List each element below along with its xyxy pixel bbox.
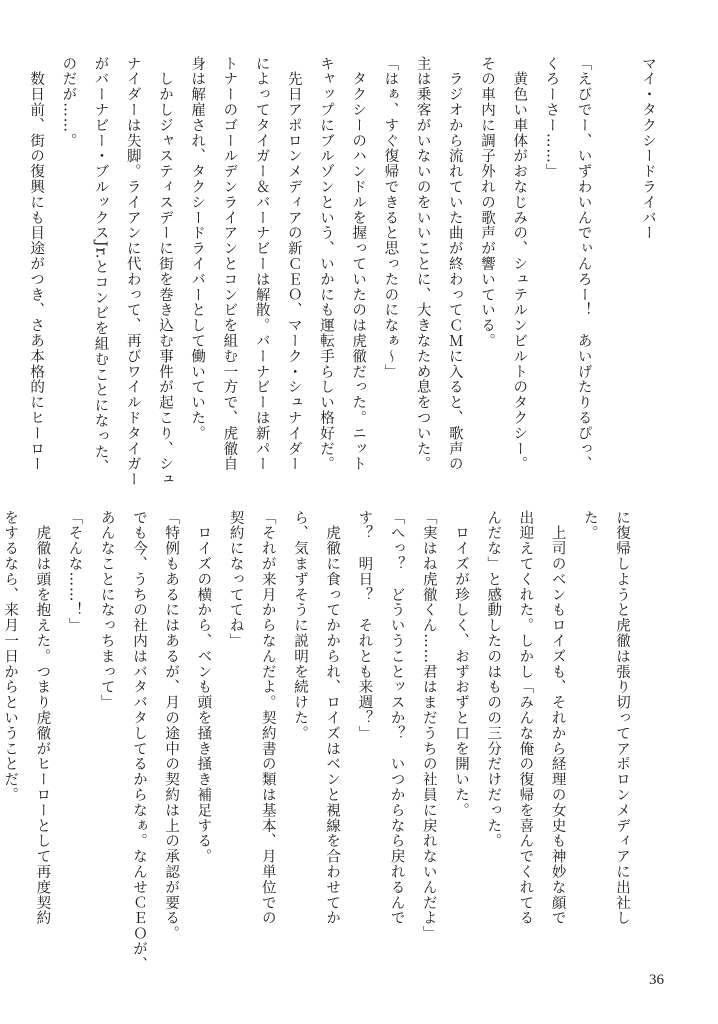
text-line: 虎徹は頭を抱えた。つまり虎徹がヒーローとして再度契約 <box>34 510 51 926</box>
text-line: す？ 明日？ それとも来週？」 <box>356 510 373 741</box>
text-line: 身は解雇され、タクシードライバーとして働いていた。 <box>189 56 206 441</box>
text-line: キャップにブルゾンという、いかにも運転手らしい格好だ。 <box>317 56 334 472</box>
text-line: 「はぁ、すぐ復帰できると思ったのになぁ～」 <box>382 56 399 380</box>
text-line: ロイズが珍しく、おずおずと口を開いた。 <box>452 510 469 818</box>
text-line: がバーナビー・ブルックスJr.とコンビを組むことになった、 <box>92 56 109 475</box>
text-line: その車内に調子外れの歌声が響いている。 <box>478 56 495 349</box>
page-number: 36 <box>649 972 664 988</box>
text-line: 「そんな……！」 <box>66 510 83 634</box>
text-line: 「それが来月からなんだよ。契約書の類は基本、月単位での <box>259 510 276 926</box>
text-line: 「へっ？ どういうことッスか？ いつからなら戻れるんで <box>388 510 405 926</box>
text-line: 契約になっててね」 <box>227 510 244 649</box>
text-line: のだが……。 <box>60 56 77 149</box>
text-line: ら、気まずそうに説明を続けた。 <box>291 510 308 741</box>
text-line: んだな」と感動したのはものの三分だけだった。 <box>485 510 502 849</box>
text-line: に復帰しようと虎徹は張り切ってアポロンメディアに出社し <box>614 510 630 926</box>
text-line: ラジオから流れていた曲が終わってＣＭに入ると、歌声の <box>446 56 463 472</box>
text-line: をするなら、来月一日からということだ。 <box>2 510 19 803</box>
text-line: タクシーのハンドルを握っていたのは虎徹だった。ニット <box>350 56 367 472</box>
text-line: 「実はね虎徹くん……君はまだうちの社員に戻れないんだよ」 <box>420 510 437 942</box>
text-line: 数日前、街の復興にも目途がつき、さあ本格的にヒーロー <box>28 56 45 472</box>
text-line: ロイズの横から、ベンも頭を掻き掻き補足する。 <box>195 510 212 865</box>
text-line: によってタイガー＆バーナビーは解散。バーナビーは新パー <box>253 56 270 472</box>
text-line: 上司のベンもロイズも、それから経理の女史も神妙な顔で <box>549 510 566 926</box>
text-line: た。 <box>581 510 598 541</box>
text-line: 黄色い車体がおなじみの、シュテルンビルトのタクシー。 <box>511 56 528 472</box>
text-line: ナイダーは失脚。ライアンに代わって、再びワイルドタイガー <box>124 56 141 488</box>
text-line: 「えびでー、いずわいんでぃんろー！ あいげたりるぴっ、 <box>575 56 592 472</box>
text-line: しかしジャスティスデーに街を巻き込む事件が起こり、シュ <box>156 56 173 488</box>
text-line: くろーさー……」 <box>543 56 560 180</box>
text-line: 出迎えてくれた。しかし「みんな俺の復帰を喜んでくれてる <box>517 510 534 926</box>
text-line: でも今、うちの社内はバタバタしてるからなぁ。なんせＣＥＯが、 <box>130 510 147 972</box>
text-line: あんなことになっちまって」 <box>98 510 115 711</box>
lower-text-column <box>0 510 638 972</box>
text-line: 先日アポロンメディアの新ＣＥＯ、マーク・シュナイダー <box>285 56 302 472</box>
text-line: 虎徹に食ってかかられ、ロイズはベンと視線を合わせてか <box>324 510 341 926</box>
upper-text-column <box>20 56 664 486</box>
text-line: マイ・タクシードライバー <box>640 56 656 241</box>
text-line: 「特例もあるにはあるが、月の途中の契約は上の承認が要る。 <box>163 510 180 942</box>
text-line: 主は乗客がいないのをいいことに、大きなため息をついた。 <box>414 56 431 472</box>
text-line <box>600 56 632 486</box>
text-line: トナーのゴールデンライアンとコンビを組む一方で、虎徹自 <box>221 56 238 472</box>
